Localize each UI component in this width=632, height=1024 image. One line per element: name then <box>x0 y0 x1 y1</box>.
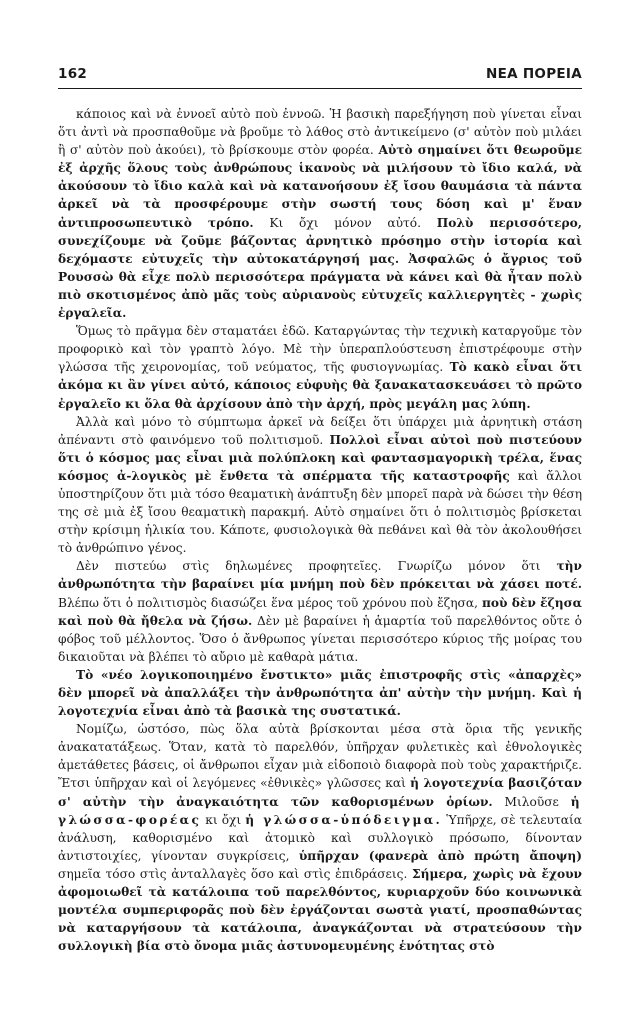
page-number: 162 <box>58 66 88 82</box>
body-text: Ὑπῆρχε, σὲ τελευταία ἀνάλυση, καθορισμένο καὶ ἀτομικὸ καὶ συλλογικὸ πρόσωπο, δίνονταν ἀντιστοιχίες, γίνονταν συγκρίσεις, <box>58 812 582 863</box>
bold-text: ἡ λογοτεχνία βασιζόταν σ' αὐτὴν τὴν ἀναγκαιότητα τῶν καθορισμένων ὁρίων. <box>58 776 583 809</box>
header-rule <box>58 88 582 89</box>
bold-text: Τὸ κακὸ εἶναι ὅτι ἀκόμα κι ἂν γίνει αὐτό, κάποιος εὐφυὴς θὰ ξανακατασκευάσει τὸ πρῶτο ἐργαλεῖο κι ὅλα θὰ ἀρχίσουν ἀπὸ τὴν ἀρχή, πρὸς μεγάλη μας λύπη. <box>58 360 582 411</box>
paragraph <box>58 557 582 666</box>
paragraph <box>58 666 582 720</box>
body-text: Ἀλλὰ καὶ μόνο τὸ σύμπτωμα ἀρκεῖ νὰ δείξει ὅτι ὑπάρχει μιὰ ἀρνητικὴ στάση ἀπέναντι στὸ φαινόμενο τοῦ πολιτισμοῦ. <box>58 414 582 447</box>
bold-text: Τὸ «νέο λογικοποιημένο ἔνστικτο» μιᾶς ἐπιστροφῆς στὶς «ἀπαρχὲς» δὲν μπορεῖ νὰ ἀπαλλάξει τὴν ἀνθρωπότητα ἀπ' αὐτὴν τὴν μνήμη. Καὶ ἡ λογοτεχνία εἶναι ἀπὸ τὰ βασικὰ της συστατικά. <box>58 667 582 719</box>
body-text: Νομίζω, ὡστόσο, πὼς ὅλα αὐτὰ βρίσκονται μέσα στὰ ὅρια τῆς γενικῆς ἀνακατατάξεως. Ὅταν, κατὰ τὸ παρελθόν, ὑπῆρχαν φυλετικὲς καὶ ἐθνολογικὲς ἀμετάθετες βάσεις, οἱ ἄνθρωποι εἶχαν μιὰ εἰδοποιὸ διαφορὰ ποὺ τοὺς χαρακτήριζε. Ἔτσι ὑπῆρχαν καὶ οἱ λεγόμενες «ἐθνικὲς» γλῶσσες καὶ <box>58 722 582 791</box>
running-header <box>58 66 582 82</box>
article-body <box>58 105 582 955</box>
paragraph <box>58 322 582 412</box>
journal-page <box>58 66 582 955</box>
bold-text: Αὐτὸ σημαίνει ὅτι θεωροῦμε ἐξ ἀρχῆς ὅλους τοὺς ἀνθρώπους ἱκανοὺς νὰ μιλήσουν τὸ ἴδιο καλά, νὰ ἀκούσουν τὸ ἴδιο καλὰ καὶ νὰ κατανοήσουν ἐξ ἴσου θαυμάσια τὰ πάντα ἀρκεῖ νὰ τὰ προσφέρουμε στὴν σωστή τους δόση καὶ μ' ἕναν ἀντιπροσωπευτικὸ τρόπο. <box>58 143 582 230</box>
spaced-emphasis-text: ἡ γλώσσα-φορέας <box>58 794 582 827</box>
bold-text: Πολλοὶ εἶναι αὐτοὶ ποὺ πιστεύουν ὅτι ὁ κόσμος μας εἶναι μιὰ πολύπλοκη καὶ φαντασμαγορικὴ τρέλα, ἕνας κόσμος ἀ-λογικὸς μὲ ἔνθετα τὰ σπέρματα τῆς καταστροφῆς <box>58 432 582 483</box>
body-text: κάποιος καὶ νὰ ἐννοεῖ αὐτὸ ποὺ ἐννοῶ. Ἡ βασικὴ παρεξήγηση ποὺ γίνεται εἶναι ὅτι ἀντὶ νὰ προσπαθοῦμε νὰ βροῦμε τὸ λάθος στὸ ἀντικείμενο (σ' αὐτὸν ποὺ μιλάει ἢ σ' αὐτὸν ποὺ ἀκούει), τὸ βρίσκουμε στὸν φορέα. <box>58 107 582 158</box>
spaced-emphasis-text: ἡ γλώσσα-ὑπόδειγμα. <box>245 812 443 827</box>
body-text: Μιλοῦσε <box>492 794 571 809</box>
paragraph <box>58 413 582 558</box>
body-text: σημεῖα τόσο στὶς ἀνταλλαγὲς ὅσο καὶ στὶς ἐπιδράσεις. <box>58 866 412 881</box>
body-text: Αὐτὸ σημαίνει ὅτι ὁ πολιτισμὸς βρίσκεται στὴν κρίσιμη ἡλικία του. Κάποτε, φυσιολογικὰ θὰ πεθάνει καὶ θὰ τὸν ἀκολουθήσει τὸ ἀνθρώπινο γένος. <box>58 505 582 556</box>
body-text: Βλέπω ὅτι ὁ πολιτισμὸς διασώζει ἕνα μέρος τοῦ χρόνου ποὺ ἔζησα, <box>58 595 482 610</box>
body-text: Κι ὄχι μόνον αὐτό. <box>253 215 437 230</box>
body-text: καὶ ἄλλοι ὑποστηρίζουν ὅτι μιὰ τόσο θεαματικὴ ἀνάπτυξη δὲν μπορεῖ παρὰ νὰ δώσει τὴν θέση της σὲ μιὰ ἐξ ἴσου θεαματικὴ παρακμή. <box>58 468 583 520</box>
bold-text: ποὺ δὲν ἔζησα καὶ ποὺ θὰ ἤθελα νὰ ζήσω. <box>58 595 582 628</box>
journal-title: ΝΕΑ ΠΟΡΕΙΑ <box>485 66 582 82</box>
bold-text: ὑπῆρχαν (φανερὰ ἀπὸ πρώτη ἄποψη) <box>298 848 582 863</box>
body-text: Ὅμως τὸ πρᾶγμα δὲν σταματάει ἐδῶ. Καταργώντας τὴν τεχνικὴ καταργοῦμε τὸν προφορικὸ καὶ τὸν γραπτὸ λόγο. Μὲ τὴν ὑπεραπλούστευση ἐπιστρέφουμε στὴν γλώσσα τῆς χειρονομίας, τοῦ νεύματος, τῆς φυσιογνωμίας. <box>58 324 582 375</box>
paragraph <box>58 105 582 322</box>
body-text: Δὲν πιστεύω στὶς δηλωμένες προφητεῖες. Γνωρίζω μόνον ὅτι <box>76 559 557 574</box>
body-text: Δὲν μὲ βαραίνει ἡ ἁμαρτία τοῦ παρελθόντος οὔτε ὁ φόβος τοῦ μέλλοντος. Ὅσο ὁ ἄνθρωπος γίνεται περισσότερο κύριος τῆς μοίρας του δικαιοῦται νὰ βλέπει τὸ αὔριο μὲ καθαρὰ μάτια. <box>58 613 582 664</box>
bold-text: Σήμερα, χωρὶς νὰ ἔχουν ἀφομοιωθεῖ τὰ κατάλοιπα τοῦ παρελθόντος, κυριαρχοῦν δύο κοινωνικὰ μοντέλα συμπεριφορᾶς ποὺ δὲν ἐργάζονται σωστὰ γιατί, προσπαθώντας νὰ καταργήσουν τὰ κατάλοιπα, ἀναγκάζονται νὰ στρατεύσουν τὴν συλλογικὴ βία στὸ ὄνομα μιᾶς ἀστυνομευμένης ἑνότητας στὸ <box>58 866 582 954</box>
bold-text: τὴν ἀνθρωπότητα τὴν βαραίνει μία μνήμη ποὺ δὲν πρόκειται νὰ χάσει ποτέ. <box>58 559 582 592</box>
body-text: κι ὄχι <box>201 812 246 827</box>
paragraph <box>58 720 582 955</box>
bold-text: Πολὺ περισσότερο, συνεχίζουμε νὰ ζοῦμε βάζοντας ἀρνητικὸ πρόσημο στὴν ἱστορία καὶ δεχόμαστε εὐτυχεῖς τὴν αὐτοκατάργησή μας. Ἀσφαλῶς ὁ ἄγριος τοῦ Ρουσσὼ θὰ εἶχε πολὺ περισσότερα πράγματα νὰ κάνει καὶ θὰ ἦταν πολὺ πιὸ σκοτισμένος ἀπὸ μᾶς τοὺς αὐριανοὺς εὐτυχεῖς καλλιεργητὲς - χωρὶς ἐργαλεῖα. <box>58 215 582 321</box>
